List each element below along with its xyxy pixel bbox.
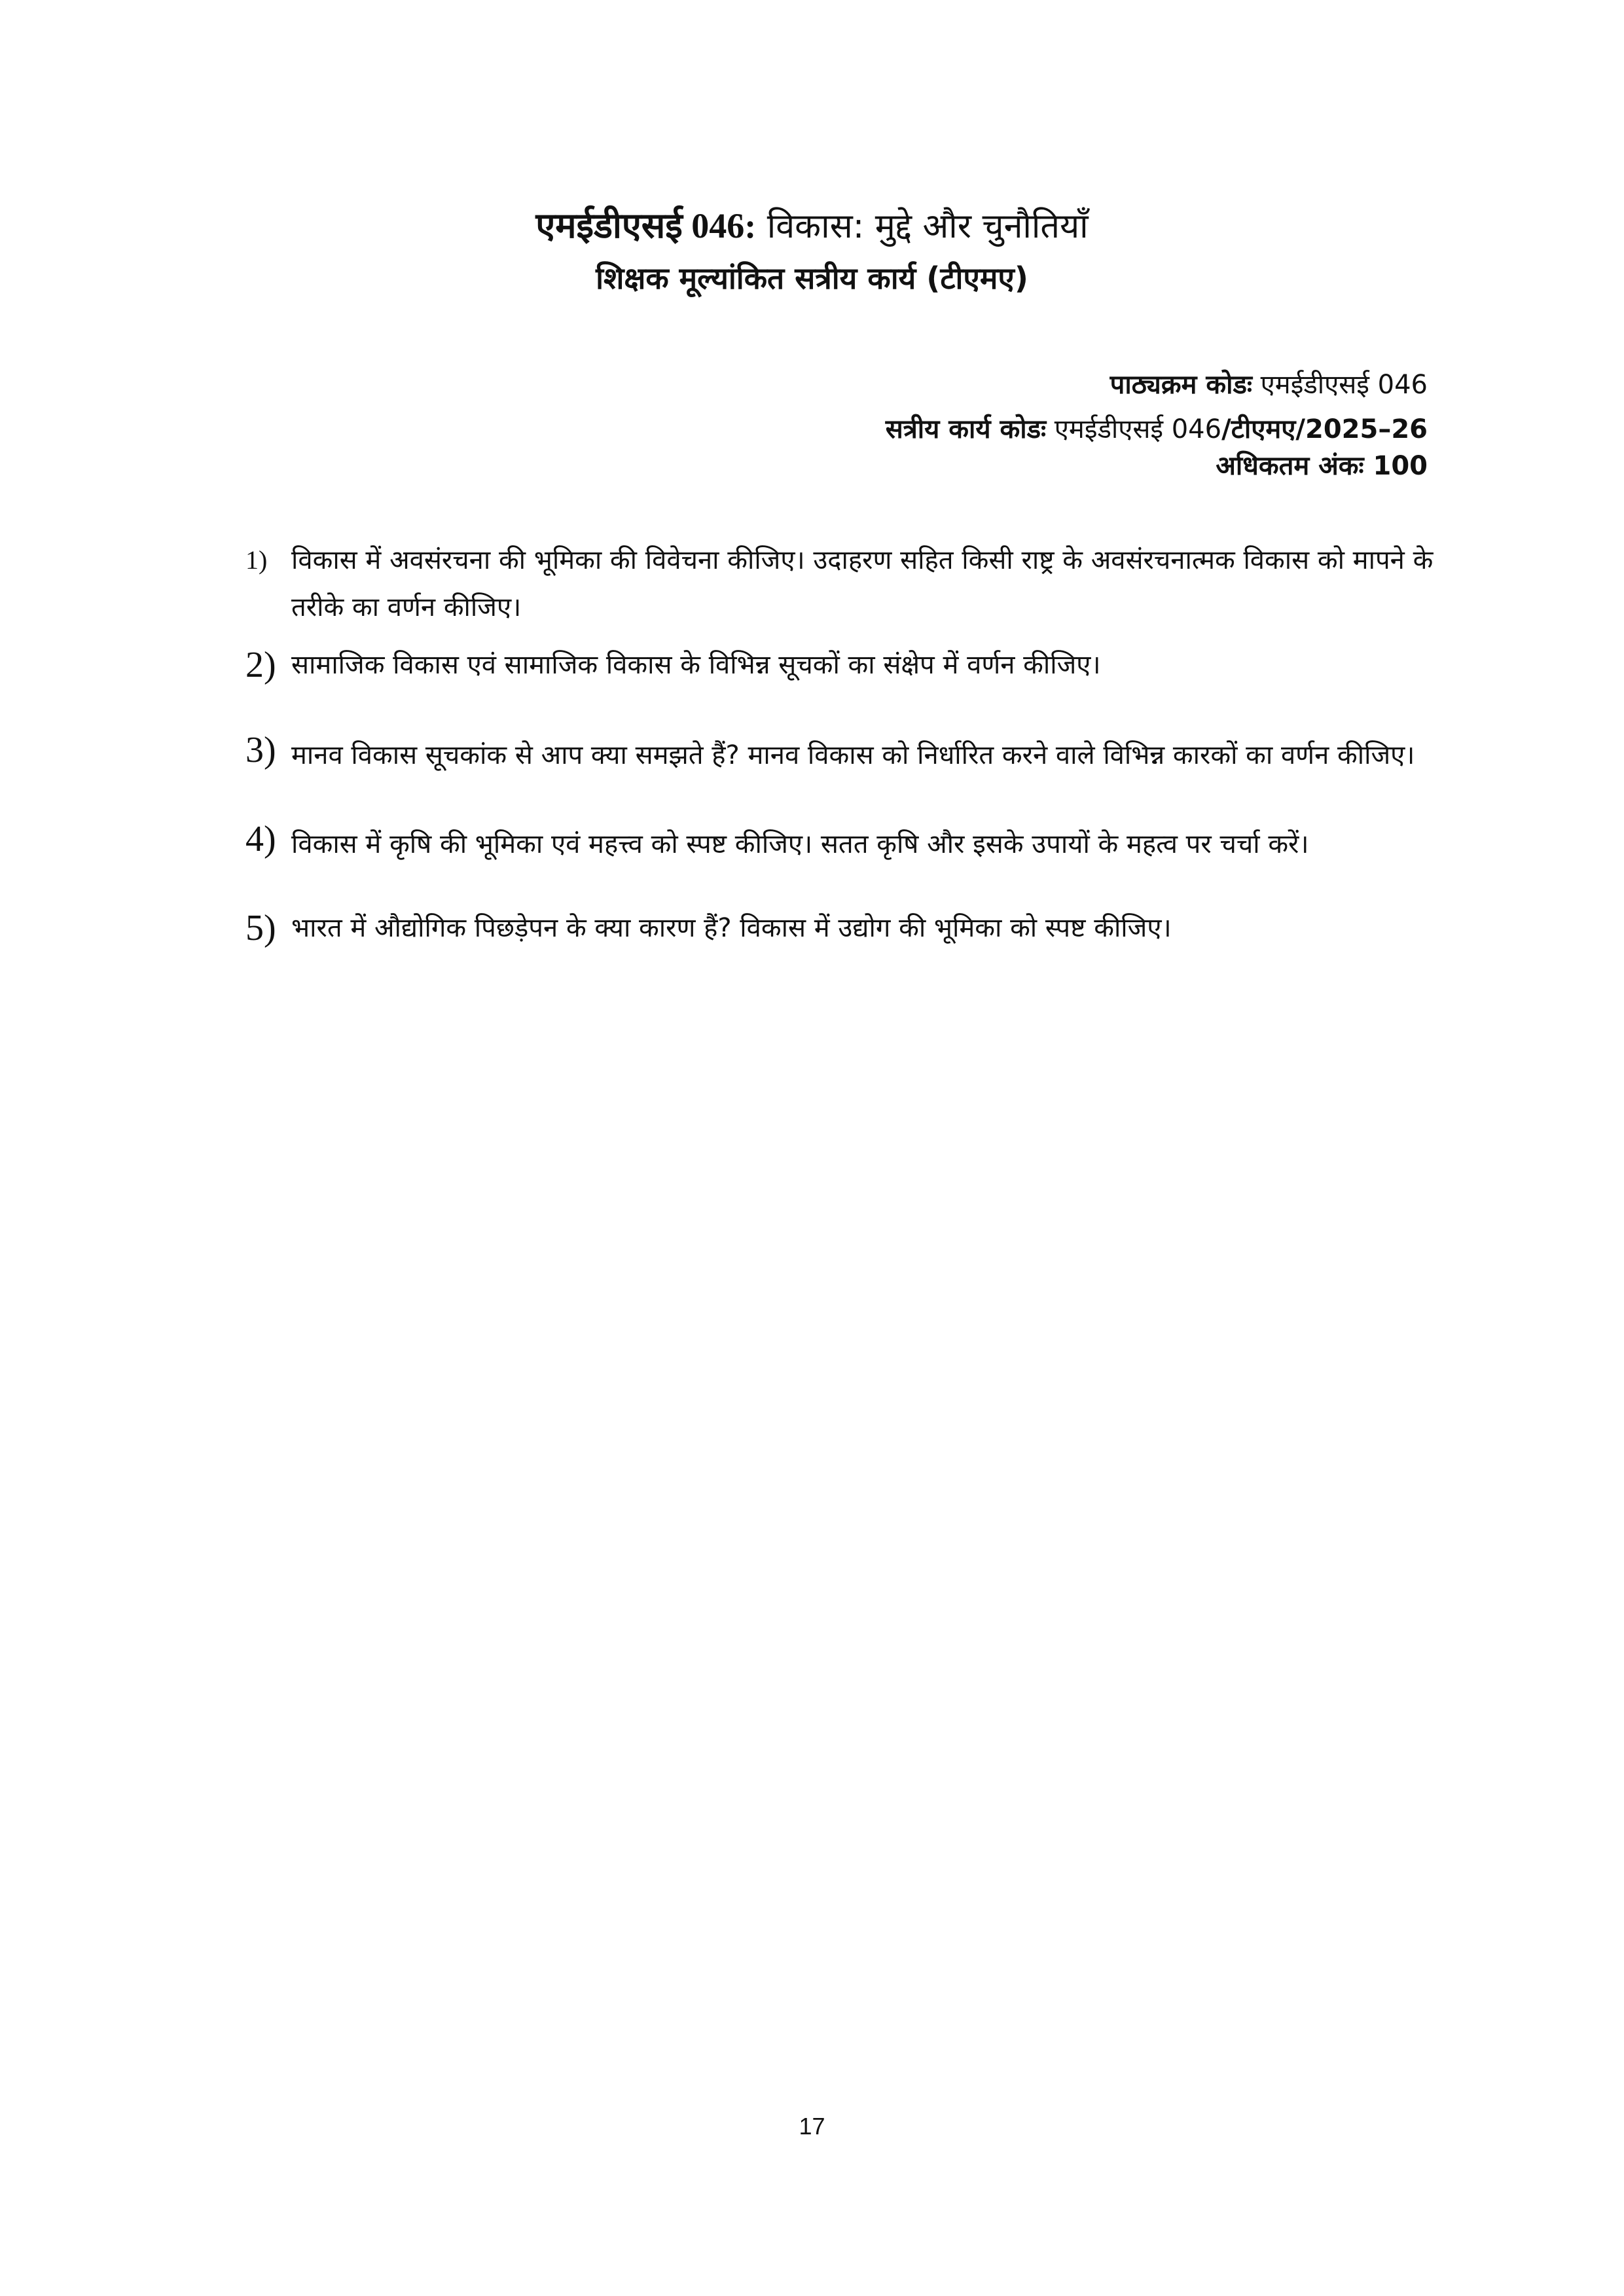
course-title-code: एमईडीएसई 046: — [535, 206, 757, 245]
page-subtitle: शिक्षक मूल्यांकित सत्रीय कार्य (टीएमए) — [596, 260, 1028, 296]
course-code-value: एमईडीएसई 046 — [1252, 370, 1428, 400]
question-item — [245, 537, 1443, 631]
question-number: 4) — [245, 819, 276, 859]
assignment-code-value: एमईडीएसई 046 — [1046, 414, 1222, 444]
question-item — [245, 639, 1443, 691]
course-code-row — [886, 359, 1428, 411]
assignment-code-suffix: /टीएमए/2025–26 — [1221, 414, 1428, 444]
assignment-code-label: सत्रीय कार्य कोडः — [885, 414, 1047, 444]
title-block — [0, 200, 1624, 304]
question-text: मानव विकास सूचकांक से आप क्या समझते हैं? मानव विकास को निर्धारित करने वाले विभिन्न कारकों का वर्णन कीजिए। — [291, 740, 1415, 770]
course-title-text: विकास: मुद्दे और चुनौतियाँ — [756, 207, 1089, 246]
page-title — [0, 200, 1624, 253]
question-text: भारत में औद्योगिक पिछड़ेपन के क्या कारण हैं? विकास में उद्योग की भूमिका को स्पष्ट कीजिए। — [291, 913, 1172, 943]
page-number: 17 — [799, 2113, 825, 2140]
question-item — [245, 893, 1443, 963]
question-item — [245, 804, 1443, 885]
question-text: विकास में कृषि की भूमिका एवं महत्त्व को स्पष्ट कीजिए। सतत कृषि और इसके उपायों के महत्व पर चर्चा करें। — [291, 829, 1309, 859]
course-code-label: पाठ्यक्रम कोडः — [1110, 370, 1252, 400]
question-number: 1) — [245, 545, 268, 575]
question-text: सामाजिक विकास एवं सामाजिक विकास के विभिन्न सूचकों का संक्षेप में वर्णन कीजिए। — [291, 650, 1101, 680]
question-number: 2) — [245, 645, 276, 685]
max-marks-row — [886, 448, 1428, 484]
max-marks-label: अधिकतम अंकः — [1216, 451, 1364, 481]
question-item — [245, 715, 1443, 796]
max-marks-value: 100 — [1363, 451, 1428, 481]
assignment-code-row — [886, 411, 1428, 448]
assignment-meta — [886, 359, 1428, 484]
question-text: विकास में अवसंरचना की भूमिका की विवेचना कीजिए। उदाहरण सहित किसी राष्ट्र के अवसंरचनात्मक विकास को मापने के तरीके का वर्णन कीजिए। — [291, 545, 1434, 622]
question-list — [245, 537, 1443, 963]
question-number: 5) — [245, 908, 276, 948]
question-number: 3) — [245, 730, 276, 770]
